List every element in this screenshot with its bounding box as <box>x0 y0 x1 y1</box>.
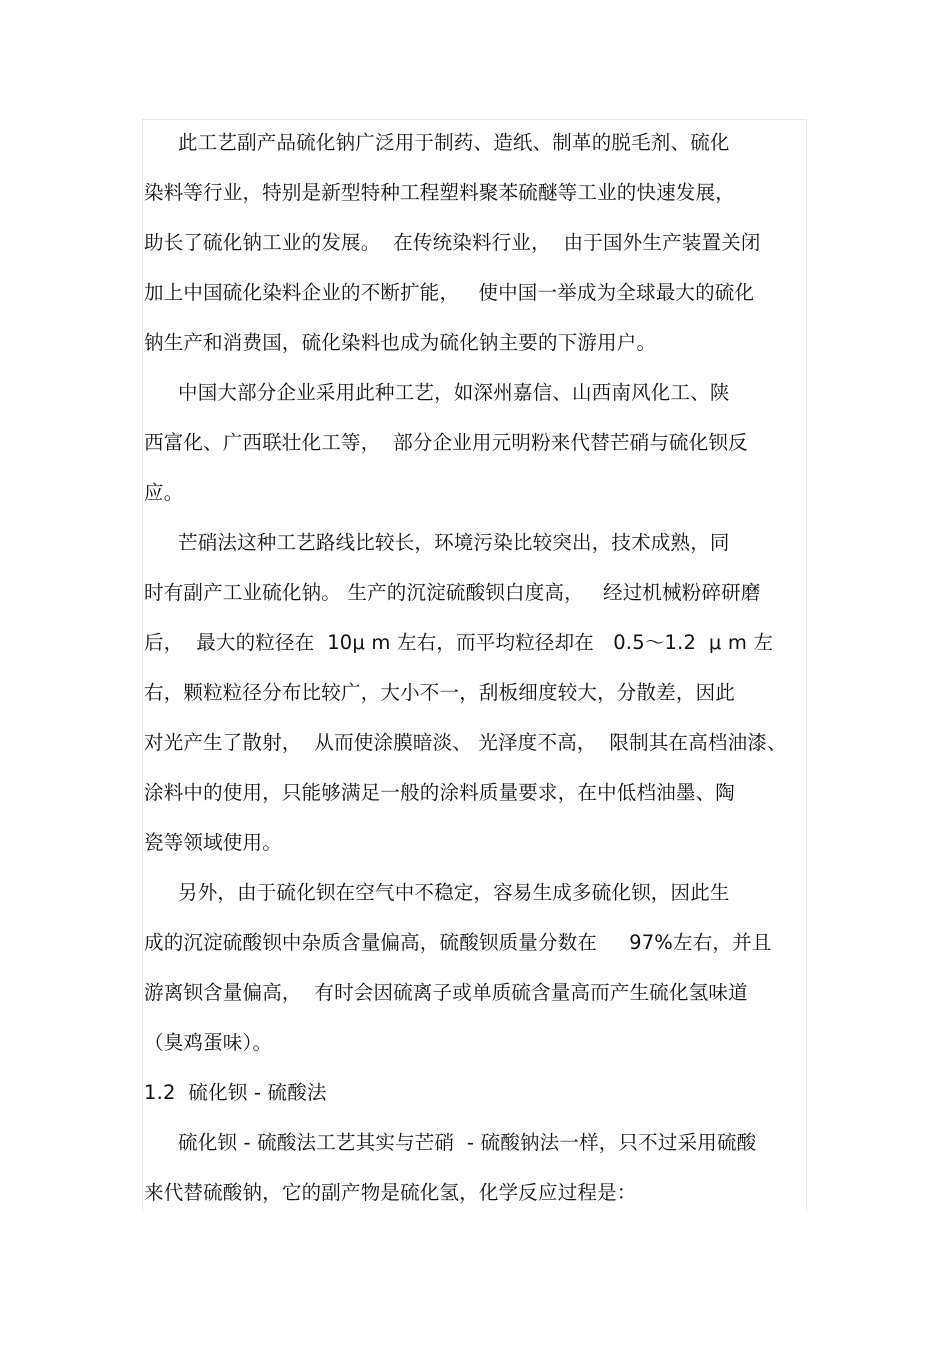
text-line: 对光产生了散射， 从而使涂膜暗淡、 光泽度不高， 限制其在高档油漆、 <box>144 731 787 754</box>
text-line: 时有副产工业硫化钠。 生产的沉淀硫酸钡白度高， 经过机械粉碎研磨 <box>144 581 761 604</box>
text-line: 芒硝法这种工艺路线比较长，环境污染比较突出，技术成熟，同 <box>178 531 730 554</box>
text-line: 西富化、广西联壮化工等， 部分企业用元明粉来代替芒硝与硫化钡反 <box>144 431 748 454</box>
text-line: 此工艺副产品硫化钠广泛用于制药、造纸、制革的脱毛剂、硫化 <box>178 131 730 154</box>
text-line: 硫化钡 - 硫酸法工艺其实与芒硝 - 硫酸钠法一样，只不过采用硫酸 <box>178 1131 757 1154</box>
text-line: 瓷等领域使用。 <box>144 831 282 854</box>
text-line: 中国大部分企业采用此种工艺，如深州嘉信、山西南风化工、陕 <box>178 381 730 404</box>
text-line: 助长了硫化钠工业的发展。 在传统染料行业， 由于国外生产装置关闭 <box>144 231 761 254</box>
text-line: 后， 最大的粒径在 10μ m 左右，而平均粒径却在 0.5～1.2 μ m 左 <box>144 631 774 654</box>
text-line: 加上中国硫化染料企业的不断扩能， 使中国一举成为全球最大的硫化 <box>144 281 755 304</box>
text-line: （臭鸡蛋味）。 <box>144 1031 273 1054</box>
text-line: 染料等行业，特别是新型特种工程塑料聚苯硫醚等工业的快速发展， <box>144 181 736 204</box>
text-line: 钠生产和消费国，硫化染料也成为硫化钠主要的下游用户。 <box>144 331 657 354</box>
text-line: 另外，由于硫化钡在空气中不稳定，容易生成多硫化钡，因此生 <box>178 881 730 904</box>
text-line: 成的沉淀硫酸钡中杂质含量偏高，硫酸钡质量分数在 97%左右，并且 <box>144 931 772 954</box>
text-line: 右，颗粒粒径分布比较广，大小不一，刮板细度较大，分散差，因此 <box>144 681 736 704</box>
text-line: 应。 <box>144 481 184 504</box>
section-heading: 1.2 硫化钡 - 硫酸法 <box>144 1081 327 1104</box>
text-line: 游离钡含量偏高， 有时会因硫离子或单质硫含量高而产生硫化氢味道 <box>144 981 748 1004</box>
text-line: 来代替硫酸钠，它的副产物是硫化氢，化学反应过程是： <box>144 1181 637 1204</box>
text-line: 涂料中的使用，只能够满足一般的涂料质量要求，在中低档油墨、陶 <box>144 781 736 804</box>
